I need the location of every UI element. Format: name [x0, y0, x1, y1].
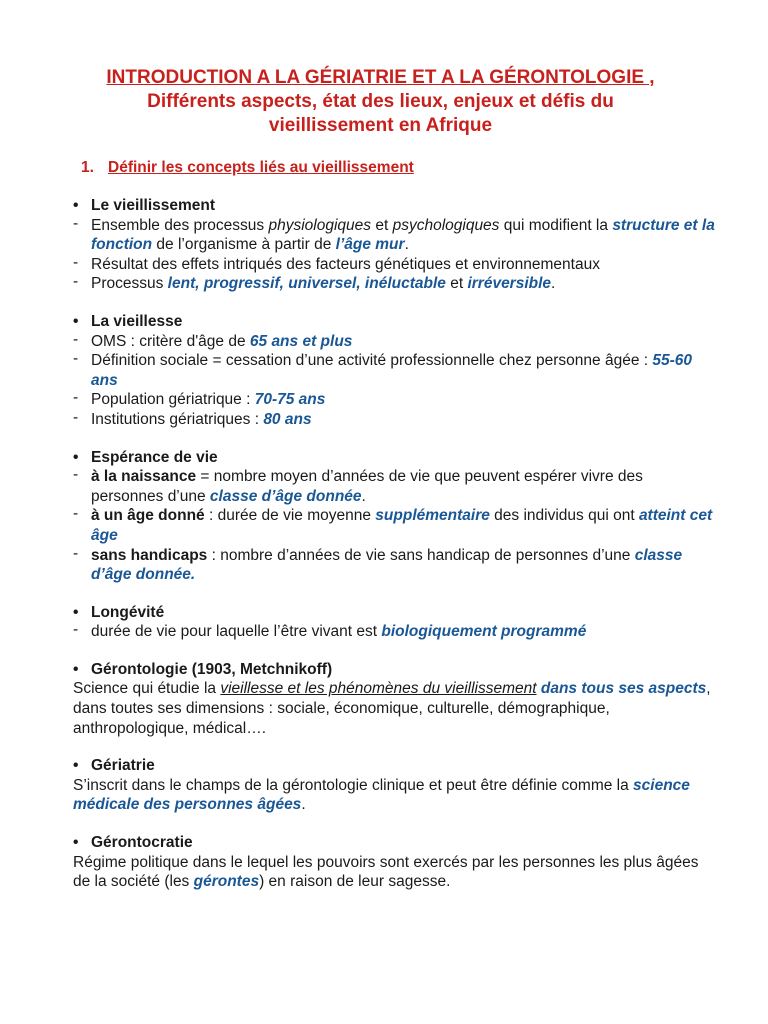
text-run: et [371, 216, 393, 234]
text-run: Processus [91, 275, 168, 293]
concept-heading: • Gérontologie (1903, Metchnikoff) [73, 660, 718, 680]
concept-paragraph [73, 853, 718, 892]
section-heading-1 [73, 158, 718, 178]
text-run: . [551, 275, 556, 293]
concept-heading: • Le vieillissement [73, 196, 718, 216]
text-run: . [361, 487, 366, 505]
text-run: OMS : critère d'âge de [91, 332, 250, 350]
dash-marker: - [73, 389, 79, 407]
emphasis-text: biologiquement programmé [381, 623, 587, 641]
emphasis-text: classe d’âge donnée. [91, 546, 683, 584]
title-line-3: vieillissement en Afrique [268, 115, 493, 136]
emphasis-text: gérontes [193, 873, 260, 891]
text-run: S’inscrit dans le champs de la gérontologie clinique et peut être définie comme la [73, 776, 634, 794]
concept-vieillesse [73, 312, 718, 430]
text-run: Définition sociale = cessation d’une activité professionnelle chez personne âgée : [91, 352, 653, 370]
list-item [73, 274, 718, 294]
emphasis-text: l’âge mur [335, 236, 405, 254]
dash-marker: - [73, 544, 79, 562]
emphasis-text: 65 ans et plus [249, 332, 353, 350]
emphasis-text: science médicale des personnes âgées [73, 776, 690, 814]
emphasis-text: dans tous ses aspects [540, 680, 707, 698]
concept-esperance-de-vie [73, 448, 718, 585]
text-run: des individus qui ont [489, 507, 639, 525]
dash-marker: - [73, 253, 79, 271]
concept-gerontologie [73, 660, 718, 738]
dash-marker: - [73, 214, 79, 232]
title-line-1: INTRODUCTION A LA GÉRIATRIE ET A LA GÉRONTOLOGIE , [106, 67, 655, 88]
dash-marker: - [73, 350, 79, 368]
concept-gerontocratie [73, 833, 718, 892]
text-run: . [404, 236, 409, 254]
text-run: Régime politique dans le lequel les pouvoirs sont exercés par les personnes les plus âgées de la société (les [73, 853, 699, 891]
emphasis-text: lent, progressif, universel, inéluctable [167, 275, 446, 293]
concept-vieillissement [73, 196, 718, 294]
text-run: de l’organisme à partir de [152, 236, 336, 254]
dash-marker: - [73, 505, 79, 523]
emphasis-text: structure et la fonction [91, 216, 715, 254]
text-run: ) en raison de leur sagesse. [259, 873, 451, 891]
list-item [73, 332, 718, 352]
list-item [73, 390, 718, 410]
concept-heading: • Gérontocratie [73, 833, 718, 853]
concept-heading: • Gériatrie [73, 756, 718, 776]
emphasis-text: 55-60 ans [91, 352, 693, 389]
text-run: . [301, 796, 306, 814]
dash-marker: - [73, 408, 79, 426]
concept-paragraph [73, 776, 718, 815]
text-run: Population gériatrique : [91, 391, 255, 409]
list-item [73, 351, 718, 390]
emphasis-text: atteint cet âge [91, 507, 713, 544]
text-run: et [445, 275, 468, 293]
list-item [73, 255, 718, 275]
bold-term: à un âge donné [91, 507, 205, 525]
list-item [73, 467, 718, 506]
dash-marker: - [73, 621, 79, 639]
concept-heading: • Longévité [73, 603, 718, 623]
emphasis-text: supplémentaire [375, 507, 490, 525]
text-run: Institutions gériatriques : [91, 410, 264, 428]
emphasis-text: irréversible [467, 275, 552, 293]
dash-marker: - [73, 466, 79, 484]
concept-geriatrie [73, 756, 718, 815]
list-item [73, 622, 718, 642]
list-item [73, 216, 718, 255]
list-item [73, 506, 718, 545]
emphasis-text: 70-75 ans [254, 391, 326, 409]
text-run: Résultat des effets intriqués des facteurs génétiques et environnementaux [91, 255, 600, 273]
bold-term: à la naissance [91, 468, 197, 486]
text-run: durée de vie pour laquelle l’être vivant est [91, 623, 382, 641]
section-label: Définir les concepts liés au vieillissement [108, 159, 414, 176]
list-item [73, 410, 718, 430]
document-title [43, 66, 718, 138]
title-line-2: Différents aspects, état des lieux, enjeux et défis du [147, 91, 614, 112]
concept-heading: • Espérance de vie [73, 448, 718, 468]
text-run: : durée de vie moyenne [204, 507, 376, 525]
dash-marker: - [73, 330, 79, 348]
text-run: , dans toutes ses dimensions : sociale, économique, culturelle, démographique, anthropologique, médical…. [73, 680, 711, 737]
concept-heading: • La vieillesse [73, 312, 718, 332]
text-run: physiologiques [268, 216, 372, 234]
emphasis-text: classe d’âge donnée [209, 487, 362, 505]
text-run: Science qui étudie la [73, 680, 221, 698]
bold-term: sans handicaps [91, 546, 208, 564]
emphasis-text: 80 ans [263, 410, 312, 428]
text-run: psychologiques [392, 216, 500, 234]
text-run: = nombre moyen d’années de vie que peuvent espérer vivre des personnes d’une [91, 468, 643, 505]
concept-paragraph [73, 679, 718, 738]
text-run: : nombre d’années de vie sans handicap de personnes d’une [207, 546, 635, 564]
concept-longevite [73, 603, 718, 642]
text-run: Ensemble des processus [91, 216, 269, 234]
list-item [73, 546, 718, 585]
section-number: 1. [81, 159, 94, 176]
underlined-text: vieillesse et les phénomènes du vieillissement [220, 680, 537, 698]
text-run: qui modifient la [499, 216, 613, 234]
dash-marker: - [73, 273, 79, 291]
